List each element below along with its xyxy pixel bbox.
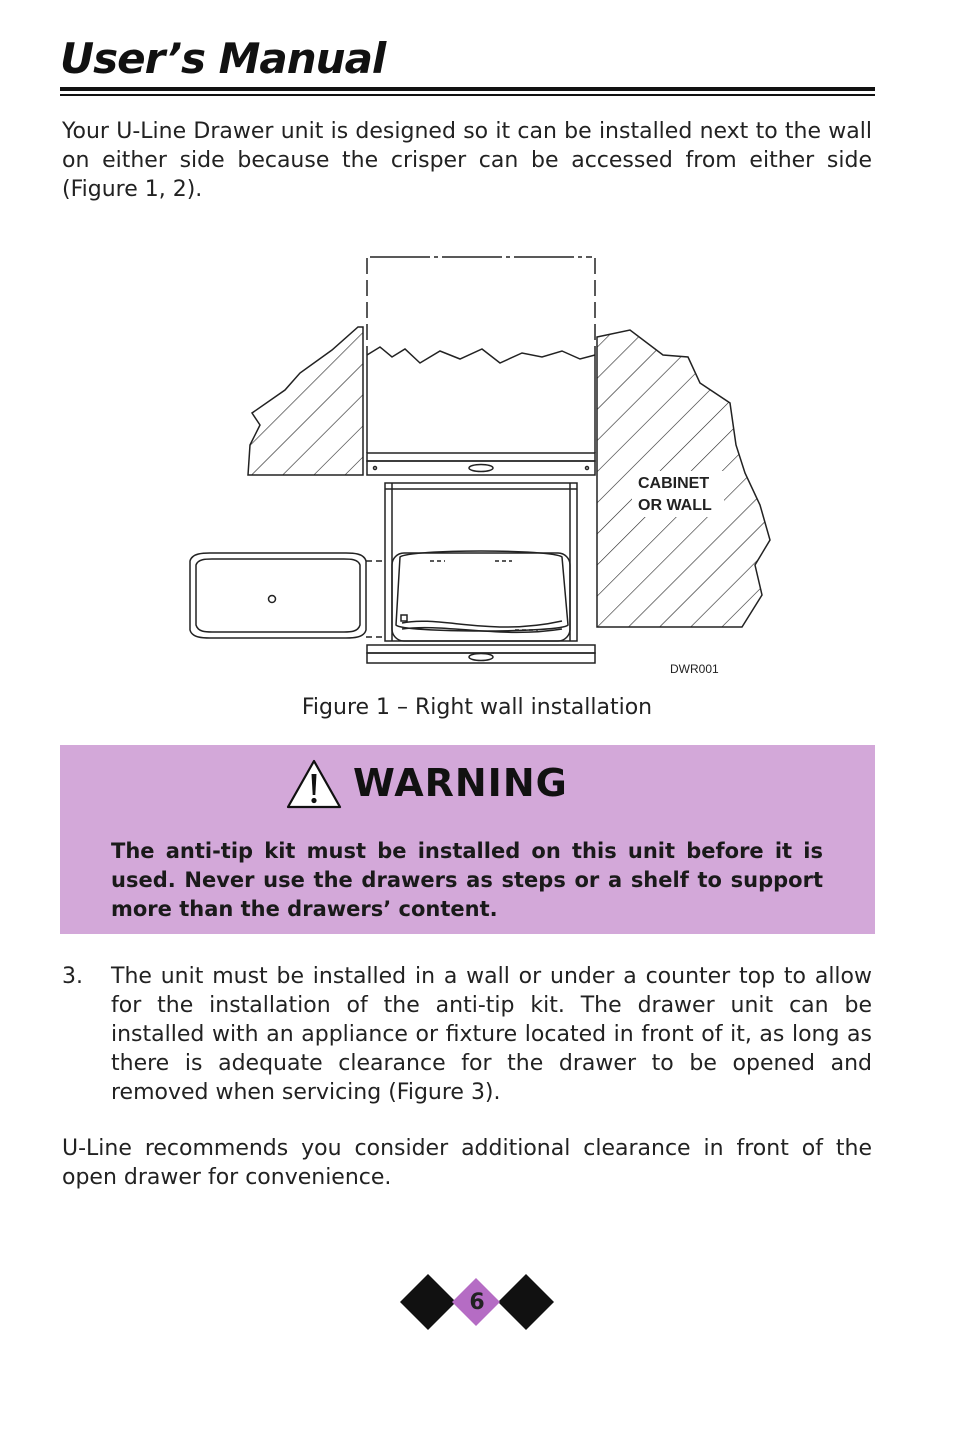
list-item-text: The unit must be installed in a wall or under a counter top to allow for the installation of the anti-tip kit. The drawer unit can be installed with an appliance or fixture located in front of it, as long as there is adequate clearance for the drawer to be opened and removed when servicing (Figure 3). — [111, 964, 872, 1105]
upper-unit — [367, 257, 595, 475]
cabinet-label-line2: OR WALL — [638, 497, 712, 514]
warning-title: WARNING — [353, 761, 568, 805]
left-wall-section — [248, 327, 363, 475]
warning-triangle-icon — [285, 758, 343, 810]
page-footer — [400, 1274, 554, 1330]
cabinet-label-line1: CABINET — [638, 475, 710, 492]
drawer-installation-diagram — [170, 245, 790, 685]
side-crisper — [190, 553, 382, 638]
warning-box — [60, 745, 875, 934]
clearance-paragraph: U-Line recommends you consider additional clearance in front of the open drawer for convenience. — [62, 1136, 872, 1190]
header-rule-thin — [60, 94, 875, 96]
installation-figure — [170, 245, 790, 685]
list-item-number: 3. — [62, 964, 83, 989]
page-title: User’s Manual — [60, 34, 386, 83]
page-number: 6 — [469, 1289, 485, 1315]
header-rule-thick — [60, 87, 875, 91]
figure-caption: Figure 1 – Right wall installation — [301, 695, 653, 720]
intro-paragraph: Your U-Line Drawer unit is designed so it can be installed next to the wall on either side because the crisper can be accessed from either side (Figure 1, 2). — [62, 119, 872, 202]
figure-code: DWR001 — [670, 662, 719, 676]
warning-text: The anti-tip kit must be installed on this unit before it is used. Never use the drawers as steps or a shelf to support more than the drawers’ content. — [111, 839, 823, 921]
lower-unit — [367, 483, 595, 663]
